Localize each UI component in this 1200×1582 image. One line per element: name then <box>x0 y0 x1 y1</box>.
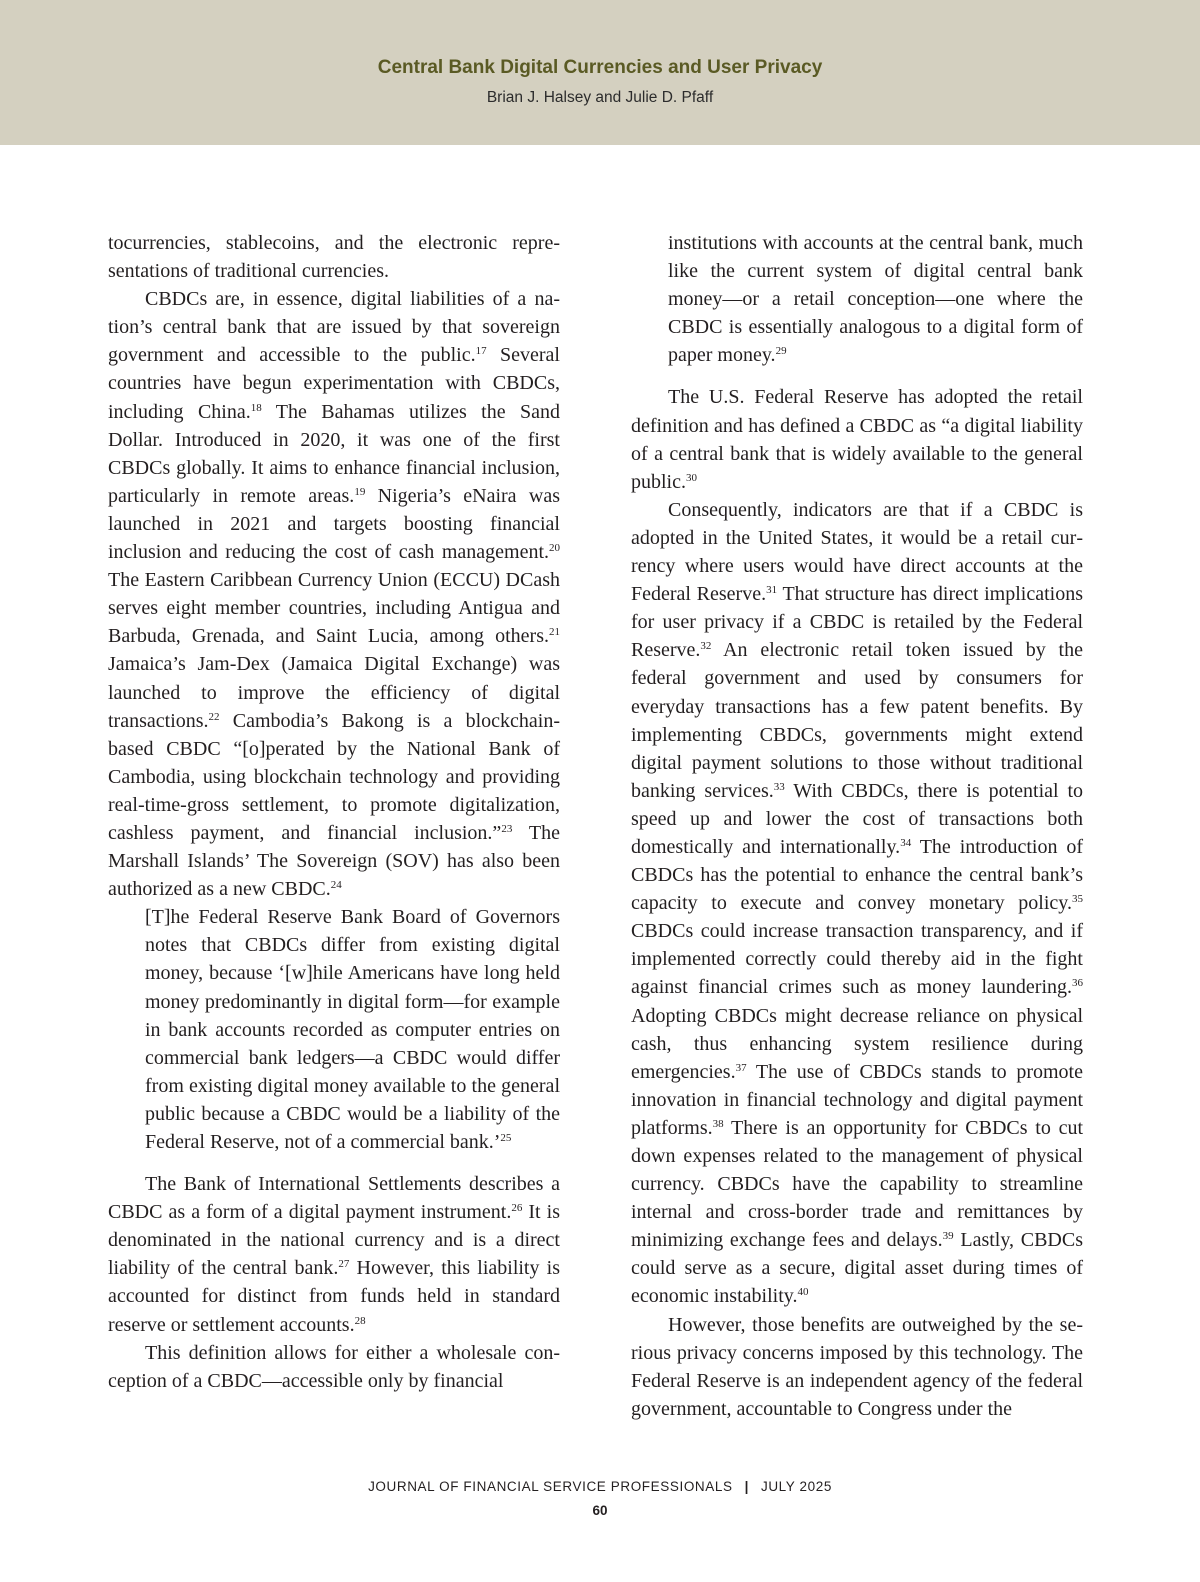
paragraph-text: An electronic retail token issued by the federal government and used by consumers for everyday transactions has a few patent benefits. By implementing CBDCs, governments might extend digital payment solutions to those without traditional banking services. <box>631 639 1083 802</box>
paragraph-text: That structure has direct implications for user privacy if a CBDC is retailed by the Federal Reserve. <box>631 583 1084 662</box>
footnote-ref: 40 <box>797 1286 809 1299</box>
paragraph-text: With CBDCs, there is potential to speed up and lower the cost of transactions both domestically and internationally. <box>631 779 1084 858</box>
footnote-ref: 31 <box>766 584 778 597</box>
footnote-ref: 34 <box>900 836 912 849</box>
paragraph-text: The U.S. Federal Reserve has adopted the retail definition and has defined a CBDC as “a digital liability of a central bank that is widely available to the general public. <box>631 386 1083 493</box>
footnote-ref: 35 <box>1072 893 1083 906</box>
paragraph-text: The introduction of CBDCs has the potential to enhance the central bank’s capacity to execute and convey monetary policy. <box>631 835 1084 915</box>
paragraph-text: tocurrencies, stablecoins, and the electronic representations of traditional currencies. <box>108 232 560 283</box>
right-column <box>631 229 1083 1423</box>
paragraph-text: This definition allows for either a wholesale conception of a CBDC—accessible only by financial <box>108 1341 560 1392</box>
footnote-ref: 19 <box>354 485 366 498</box>
article-title: Central Bank Digital Currencies and User Privacy <box>377 57 823 78</box>
footnote-ref: 37 <box>735 1061 747 1074</box>
body-paragraph <box>108 229 560 285</box>
footnote-ref: 21 <box>549 626 560 639</box>
paragraph-text: Several countries have begun experimentation with CBDCs, including China. <box>108 344 560 423</box>
footnote-ref: 32 <box>700 640 712 653</box>
paragraph-text: Cambodia’s Bakong is a blockchain-based CBDC “[o]perated by the National Bank of Cambodia, using blockchain technology and providing real-time-gross settlement, to promote digitalization, cashless payment, and financial inclusion.” <box>108 709 560 844</box>
footnote-ref: 28 <box>354 1314 366 1327</box>
paragraph-text: The Bank of International Settlements describes a CBDC as a form of a digital payment instrument. <box>108 1173 560 1224</box>
block-quote <box>668 229 1083 369</box>
footnote-ref: 17 <box>475 345 487 358</box>
body-paragraph <box>108 1170 560 1339</box>
footnote-ref: 39 <box>942 1230 954 1243</box>
paragraph-text: Consequently, indicators are that if a CBDC is adopted in the United States, it would be a retail currency where users would have direct accounts at the Federal Reserve. <box>631 498 1083 606</box>
paragraph-text: The use of CBDCs stands to promote innovation in financial technology and digital payment platforms. <box>631 1060 1083 1139</box>
paragraph-text: The Bahamas utilizes the Sand Dollar. Introduced in 2020, it was one of the first CBDCs globally. It aims to enhance financial inclusion, particularly in remote areas. <box>108 400 560 507</box>
paragraph-text: Jamaica’s Jam-Dex (Jamaica Digital Exchange) was launched to improve the efficiency of digital transactions. <box>108 653 560 732</box>
footnote-ref: 29 <box>775 345 787 358</box>
footnote-ref: 38 <box>712 1117 724 1130</box>
paragraph-text: However, those benefits are outweighed by the serious privacy concerns imposed by this technology. The Federal Reserve is an independent agency of the federal government, accountable to Congress under the <box>631 1313 1083 1420</box>
running-header <box>0 0 1200 145</box>
paragraph-text: Adopting CBDCs might decrease reliance on physical cash, thus enhancing system resilience during emergencies. <box>631 1004 1083 1083</box>
journal-name: JOURNAL OF FINANCIAL SERVICE PROFESSIONALS <box>368 1479 733 1494</box>
paragraph-text: There is an opportunity for CBDCs to cut down expenses related to the management of physical currency. CBDCs have the capability to streamline internal and cross-border trade and remittances by minimizing exchange fees and delays. <box>631 1116 1083 1252</box>
paragraph-text: Lastly, CBDCs could serve as a secure, digital asset during times of economic instability. <box>631 1229 1083 1308</box>
journal-footer <box>0 1479 1200 1494</box>
footnote-ref: 33 <box>773 780 785 793</box>
body-paragraph <box>108 285 560 903</box>
left-column <box>108 229 560 1395</box>
issue-date: JULY 2025 <box>760 1479 832 1494</box>
paragraph-text: CBDCs are, in essence, digital liabilities of a nation’s central bank that are issued by that sovereign government and accessible to the public. <box>108 288 560 367</box>
footnote-ref: 27 <box>338 1258 350 1271</box>
paragraph-text: [T]he Federal Reserve Bank Board of Governors notes that CBDCs differ from existing digital money, because ‘[w]hile Americans have long held money predominantly in digital form—for example in bank accounts recorded as computer entries on commercial bank ledgers—a CBDC would differ from existing digital money available to the general public because a CBDC would be a liability of the Federal Reserve, not of a commercial bank.’ <box>145 906 560 1153</box>
footnote-ref: 30 <box>686 471 697 484</box>
body-paragraph <box>631 383 1083 495</box>
footnote-ref: 24 <box>330 879 342 892</box>
body-paragraph <box>108 1339 560 1395</box>
footnote-ref: 20 <box>549 542 560 555</box>
paragraph-text: The Marshall Islands’ The Sovereign (SOV) has also been authorized as a new CBDC. <box>108 821 561 901</box>
footer-separator: | <box>744 1479 749 1494</box>
footnote-ref: 36 <box>1072 977 1083 990</box>
article-authors: Brian J. Halsey and Julie D. Pfaff <box>486 89 714 106</box>
footnote-ref: 23 <box>501 822 513 835</box>
body-paragraph <box>631 496 1083 1311</box>
footnote-ref: 26 <box>511 1202 523 1215</box>
footnote-ref: 18 <box>250 401 262 414</box>
paragraph-text: institutions with accounts at the central bank, much like the current system of digital central bank money—or a retail conception—one where the CBDC is essentially analogous to a digital form of paper money. <box>668 232 1083 367</box>
page-number: 60 <box>592 1503 608 1518</box>
paragraph-text: Nigeria’s eNaira was launched in 2021 and targets boosting financial inclusion and reducing the cost of cash management. <box>108 484 560 564</box>
paragraph-text: However, this liability is accounted for distinct from funds held in standard reserve or settlement accounts. <box>108 1257 561 1336</box>
body-paragraph <box>631 1311 1083 1423</box>
paragraph-text: The Eastern Caribbean Currency Union (ECCU) DCash serves eight member countries, including Antigua and Barbuda, Grenada, and Saint Lucia, among others. <box>108 569 560 648</box>
footnote-ref: 22 <box>208 710 220 723</box>
paragraph-text: It is denominated in the national currency and is a direct liability of the central bank. <box>108 1201 561 1280</box>
paragraph-text: CBDCs could increase transaction transparency, and if implemented correctly could thereby aid in the fight against financial crimes such as money laundering. <box>631 920 1083 999</box>
block-quote <box>145 903 560 1156</box>
footnote-ref: 25 <box>500 1132 512 1144</box>
